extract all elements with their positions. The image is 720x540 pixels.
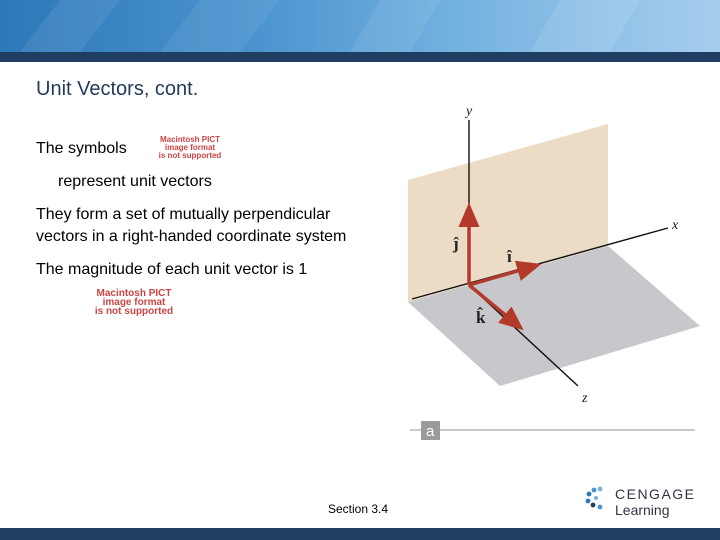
y-axis-label: y [466, 104, 473, 119]
slide-title: Unit Vectors, cont. [36, 78, 199, 100]
magnitude-text: The magnitude of each unit vector is 1 [36, 261, 308, 278]
section-footer: Section 3.4 [328, 502, 389, 516]
pict1-line2: image format [164, 143, 216, 152]
footer-band [0, 528, 720, 540]
z-axis-label: z [582, 391, 588, 406]
logo-text-cengage: CENGAGE [615, 486, 696, 502]
cengage-logo-mark-icon [583, 484, 613, 514]
pict2-line2: image format [102, 297, 166, 308]
pict2-line3: is not supported [94, 306, 174, 317]
unit-vectors-text: represent unit vectors [58, 173, 212, 190]
symbols-text: The symbols [36, 140, 127, 157]
perpendicular-text-line1: They form a set of mutually perpendicular [36, 206, 331, 223]
perpendicular-text-line2: vectors in a right-handed coordinate system [36, 228, 347, 245]
i-hat-label: î [507, 247, 512, 266]
pict1-line1: Macintosh PICT [159, 135, 220, 144]
pict2-line1: Macintosh PICT [96, 288, 172, 299]
logo-text-learning: Learning [615, 502, 670, 518]
j-hat-label: ĵ [453, 234, 459, 253]
k-hat-label: k̂ [476, 308, 486, 327]
panel-label: a [426, 423, 435, 440]
pict1-line3: is not supported [158, 151, 222, 160]
x-axis-label: x [672, 218, 679, 233]
cengage-logo [583, 484, 696, 519]
